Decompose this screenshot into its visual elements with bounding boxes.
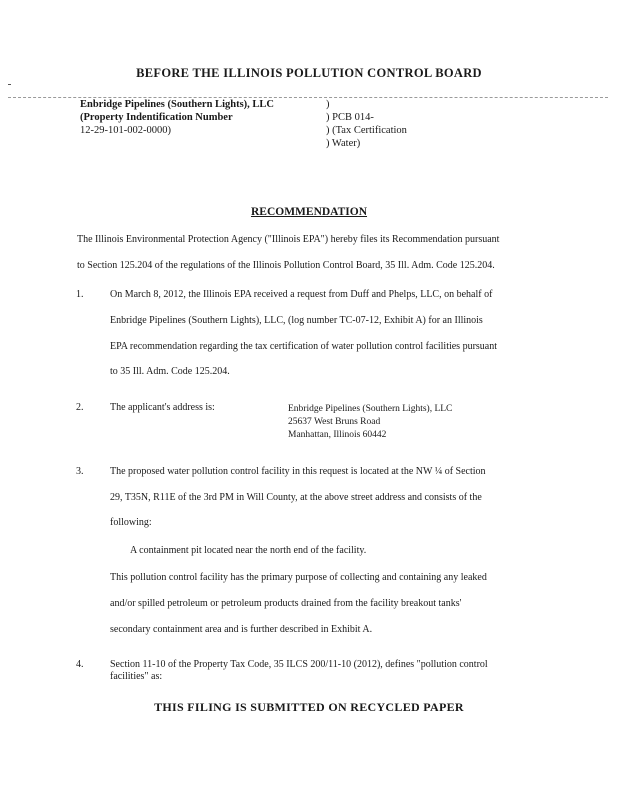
paragraph-number: 4.	[76, 659, 84, 670]
paragraph-line: On March 8, 2012, the Illinois EPA received a request from Duff and Phelps, LLC, on behalf of	[110, 289, 493, 300]
paragraph-line: following:	[110, 517, 152, 528]
indented-line: A containment pit located near the north end of the facility.	[130, 545, 367, 556]
paragraph-line: secondary containment area and is further described in Exhibit A.	[110, 624, 373, 635]
paragraph-line: The proposed water pollution control facility in this request is located at the NW ¼ of Section	[110, 466, 486, 477]
caption-case-type: ) (Tax Certification	[326, 125, 407, 136]
paragraph-line: Enbridge Pipelines (Southern Lights), LLC, (log number TC-07-12, Exhibit A) for an Illinois	[110, 315, 483, 326]
paragraph-line: Section 11-10 of the Property Tax Code, 35 ILCS 200/11-10 (2012), defines "pollution control	[110, 659, 488, 670]
intro-line-2: to Section 125.204 of the regulations of the Illinois Pollution Control Board, 35 Ill. Adm. Code 125.204.	[77, 260, 495, 271]
caption-case-type-water: ) Water)	[326, 138, 361, 149]
paragraph-number: 1.	[76, 289, 84, 300]
caption-pin-number: 12-29-101-002-0000)	[80, 125, 171, 136]
paragraph-line: and/or spilled petroleum or petroleum products drained from the facility breakout tanks'	[110, 598, 462, 609]
recycled-paper-notice: THIS FILING IS SUBMITTED ON RECYCLED PAPER	[154, 700, 464, 714]
scan-mark	[8, 84, 11, 85]
caption-bracket-1: )	[326, 99, 330, 110]
intro-line-1: The Illinois Environmental Protection Agency ("Illinois EPA") hereby files its Recommendation pursuant	[77, 234, 500, 245]
caption-petitioner: Enbridge Pipelines (Southern Lights), LLC	[80, 99, 274, 110]
paragraph-line: 29, T35N, R11E of the 3rd PM in Will County, at the above street address and consists of the	[110, 492, 482, 503]
address-line: 25637 West Bruns Road	[288, 417, 381, 427]
paragraph-line: to 35 Ill. Adm. Code 125.204.	[110, 366, 230, 377]
paragraph-line: facilities" as:	[110, 671, 163, 682]
caption-pin-label: (Property Indentification Number	[80, 112, 233, 123]
address-label: The applicant's address is:	[110, 402, 215, 413]
address-line: Enbridge Pipelines (Southern Lights), LLC	[288, 404, 453, 414]
paragraph-number: 2.	[76, 402, 84, 413]
recommendation-heading: RECOMMENDATION	[250, 206, 368, 218]
paragraph-line: This pollution control facility has the primary purpose of collecting and containing any leaked	[110, 572, 487, 583]
paragraph-line: EPA recommendation regarding the tax certification of water pollution control facilities pursuant	[110, 341, 498, 352]
address-line: Manhattan, Illinois 60442	[288, 430, 387, 440]
paragraph-number: 3.	[76, 466, 84, 477]
scan-line-divider	[8, 97, 608, 98]
document-title: BEFORE THE ILLINOIS POLLUTION CONTROL BOARD	[136, 66, 482, 80]
caption-case-number: ) PCB 014-	[326, 112, 374, 123]
